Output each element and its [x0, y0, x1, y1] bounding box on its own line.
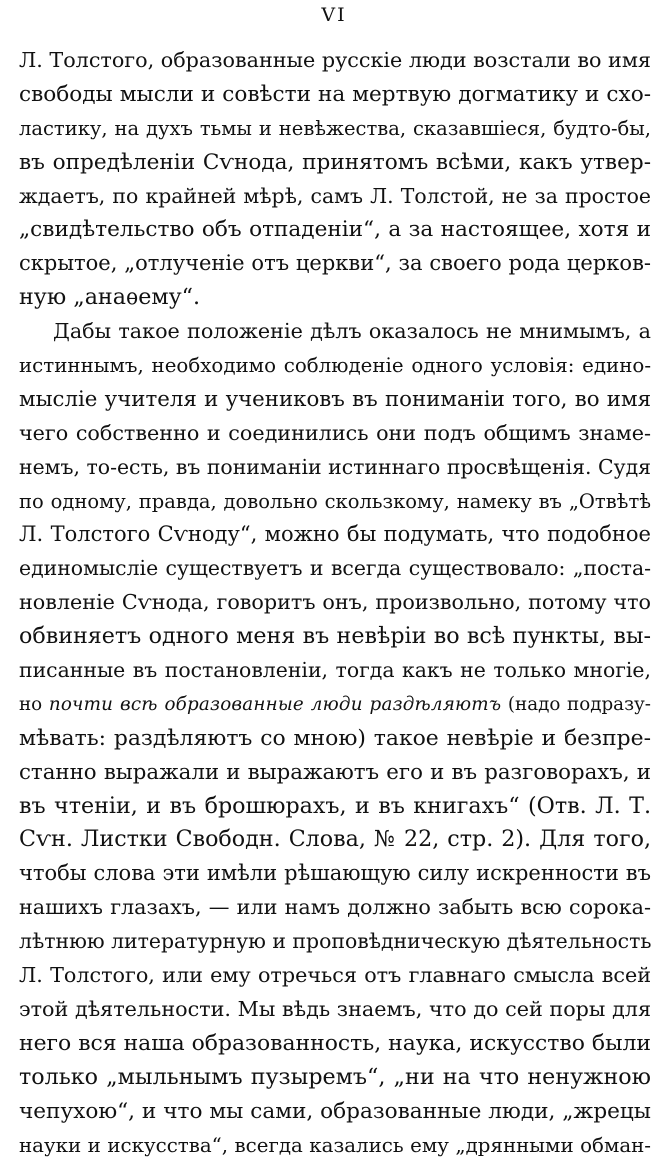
- line-segment: но: [19, 694, 49, 715]
- text-line: въ чтеніи, и въ брошюрахъ, и въ книгахъ“ (Отв. Л. Т.: [19, 790, 651, 824]
- text-line: Л. Толстого Сѵноду“, можно бы подумать, что подобное: [19, 518, 651, 552]
- line-segment: (надо подразу-: [501, 694, 651, 715]
- text-line: чего собственно и соединились они подъ общимъ знаме-: [19, 417, 651, 451]
- emphasized-quote: почти всѣ образованные люди раздѣляютъ: [49, 694, 501, 715]
- text-line: ную „анаѳему“.: [19, 281, 651, 315]
- text-line: Л. Толстого, или ему отречься отъ главнаго смысла всей: [19, 959, 651, 993]
- text-line: по одному, правда, довольно скользкому, намеку въ „Отвѣтѣ: [19, 485, 651, 519]
- text-line: станно выражали и выражаютъ его и въ разговорахъ, и: [19, 756, 651, 790]
- paragraph-start-line: Дабы такое положеніе дѣлъ оказалось не мнимымъ, а: [19, 315, 651, 349]
- text-line: ждаетъ, по крайней мѣрѣ, самъ Л. Толстой, не за простое: [19, 180, 651, 214]
- text-line: ластику, на духъ тьмы и невѣжества, сказавшіеся, будто-бы,: [19, 112, 651, 146]
- text-line: чепухою“, и что мы сами, образованные люди, „жрецы: [19, 1095, 651, 1129]
- text-line: Л. Толстого, образованные русскіе люди возстали во имя: [19, 44, 651, 78]
- text-line: только „мыльнымъ пузыремъ“, „ни на что ненужною: [19, 1061, 651, 1095]
- text-line: лѣтнюю литературную и проповѣдническую дѣятельность: [19, 925, 651, 959]
- text-line: мысліе учителя и учениковъ въ пониманіи того, во имя: [19, 383, 651, 417]
- text-line: чтобы слова эти имѣли рѣшающую силу искренности въ: [19, 857, 651, 891]
- page-number: VI: [0, 4, 668, 26]
- text-line: этой дѣятельности. Мы вѣдь знаемъ, что до сей поры для: [19, 993, 651, 1027]
- text-line: скрытое, „отлученіе отъ церкви“, за своего рода церков-: [19, 247, 651, 281]
- text-line: писанные въ постановленіи, тогда какъ не только многіе,: [19, 654, 651, 688]
- text-line: науки и искусства“, всегда казались ему „дрянными обман-: [19, 1129, 651, 1162]
- text-line-with-emphasis: [19, 688, 651, 722]
- text-line: Сѵн. Листки Свободн. Слова, № 22, стр. 2). Для того,: [19, 823, 651, 857]
- text-line: новленіе Сѵнода, говоритъ онъ, произвольно, потому что: [19, 586, 651, 620]
- text-line: немъ, то-есть, въ пониманіи истиннаго просвѣщенія. Судя: [19, 451, 651, 485]
- text-line: нашихъ глазахъ, — или намъ должно забыть всю сорока-: [19, 891, 651, 925]
- text-line: мѣвать: раздѣляютъ со мною) такое невѣріе и безпре-: [19, 722, 651, 756]
- text-line: истиннымъ, необходимо соблюденіе одного условія: едино-: [19, 349, 651, 383]
- text-line: въ опредѣленіи Сѵнода, принятомъ всѣми, какъ утвер-: [19, 146, 651, 180]
- text-line: единомысліе существуетъ и всегда существовало: „поста-: [19, 552, 651, 586]
- text-line: него вся наша образованность, наука, искусство были: [19, 1027, 651, 1061]
- text-line: „свидѣтельство объ отпаденіи“, а за настоящее, хотя и: [19, 213, 651, 247]
- body-text: [19, 44, 651, 1162]
- text-line: свободы мысли и совѣсти на мертвую догматику и схо-: [19, 78, 651, 112]
- text-line: обвиняетъ одного меня въ невѣріи во всѣ пункты, вы-: [19, 620, 651, 654]
